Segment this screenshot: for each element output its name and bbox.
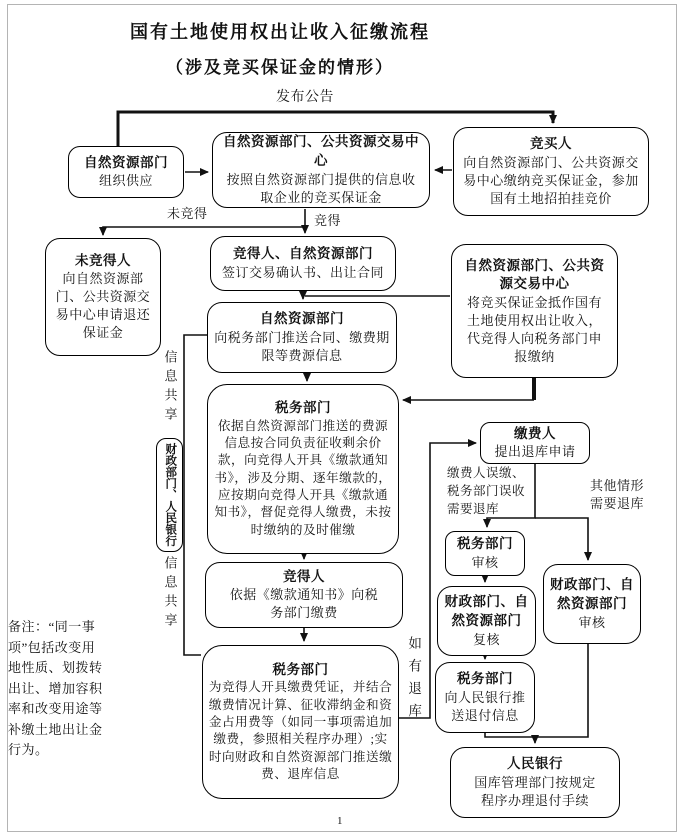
connector-not-won xyxy=(103,227,305,235)
connector-to-pboc xyxy=(485,733,535,743)
node-body: 将竞买保证金抵作国有土地使用权出让收入，代竞得人向税务部门申报缴纳 xyxy=(466,294,602,364)
node-pboc-refund xyxy=(450,747,620,818)
node-body: 复核 xyxy=(472,631,500,647)
node-winner-sign xyxy=(210,236,396,291)
node-bidder xyxy=(453,127,649,216)
node-tax-review xyxy=(445,531,525,576)
label-not-won: 未竞得 xyxy=(167,206,208,221)
node-finance-natres-review xyxy=(543,564,641,644)
node-natres-center-collect xyxy=(212,132,430,208)
node-body: 签订交易确认书、出让合同 xyxy=(221,264,384,280)
node-title: 税务部门 xyxy=(457,536,513,552)
node-body: 依据自然资源部门推送的费源信息按合同负责征收剩余价款，向竞得人开具《缴款通知书》，涉及分期、逐年缴款的，应按期向竞得人开具《缴款通知书》，督促竞得人缴费，未按时缴纳的及时催缴 xyxy=(214,418,392,537)
node-title: 财政部门、自然资源部门 xyxy=(550,577,634,612)
node-natres-supply xyxy=(68,146,184,198)
node-title: 竞买人 xyxy=(530,136,572,152)
node-title: 竞得人、自然资源部门 xyxy=(233,246,373,262)
node-title: 自然资源部门 xyxy=(260,311,344,327)
node-body: 依据《缴款通知书》向税务部门缴费 xyxy=(229,587,379,621)
connector-info-share xyxy=(184,335,207,655)
node-body: 国库管理部门按规定程序办理退付手续 xyxy=(474,774,596,808)
page-number: 1 xyxy=(337,815,343,827)
node-body: 审核 xyxy=(578,614,606,630)
label-info-share-top: 信息共享 xyxy=(162,350,178,426)
node-title: 财政部门、自然资源部门 xyxy=(444,594,529,629)
label-refund-mispaid: 缴费人误缴、税务部门误收需要退库 xyxy=(447,466,526,516)
node-body: 组织供应 xyxy=(98,173,153,189)
node-title: 税务部门 xyxy=(272,661,329,677)
node-natres-center-offset xyxy=(451,244,618,378)
node-winner-pay xyxy=(205,562,403,628)
page-title: 国有土地使用权出让收入征缴流程 xyxy=(130,22,430,42)
node-body: 为竞得人开具缴费凭证，并结合缴费情况计算、征收滞纳金和资金占用费等（如同一事项需追加缴费，参照相关程序办理）;实时向财政和自然资源部门推送缴费、退库信息 xyxy=(208,680,393,782)
node-finance-natres-recheck xyxy=(437,586,536,656)
node-payer-refund xyxy=(480,422,590,464)
label-info-share-bottom: 信息共享 xyxy=(162,556,178,632)
connector-review-down xyxy=(537,644,588,737)
node-tax-push-refund xyxy=(435,662,535,733)
node-body: 审核 xyxy=(471,554,499,570)
label-if-refund: 如有退库 xyxy=(406,636,422,726)
node-finance-pboc xyxy=(156,438,183,552)
node-title: 自然资源部门 xyxy=(84,154,168,170)
label-won: 竞得 xyxy=(314,213,342,228)
node-title: 未竞得人 xyxy=(75,252,131,268)
node-body: 按照自然资源部门提供的信息收取企业的竞买保证金 xyxy=(226,171,416,205)
node-body: 向税务部门推送合同、缴费期限等费源信息 xyxy=(214,329,390,363)
node-title: 财政部门、人民银行 xyxy=(164,443,177,547)
node-body: 向自然资源部门、公共资源交易中心缴纳竞买保证金，参加国有土地招拍挂竞价 xyxy=(463,154,639,206)
node-title: 税务部门 xyxy=(275,399,331,415)
node-body: 向自然资源部门、公共资源交易中心申请退还保证金 xyxy=(55,271,151,341)
label-refund-other: 其他情形需要退库 xyxy=(590,478,645,512)
node-title: 竞得人 xyxy=(283,568,325,584)
node-title: 人民银行 xyxy=(507,756,563,772)
node-tax-collect xyxy=(207,384,399,554)
node-title: 自然资源部门、公共资源交易中心 xyxy=(223,134,419,169)
node-title: 税务部门 xyxy=(457,671,513,687)
node-body: 向人民银行推送退付信息 xyxy=(444,689,526,723)
connector-refund-right xyxy=(535,518,588,560)
node-title: 缴费人 xyxy=(514,425,556,441)
page-subtitle: （涉及竞买保证金的情形） xyxy=(166,58,394,77)
node-body: 提出退库申请 xyxy=(494,444,576,460)
node-losing-bidder xyxy=(45,238,161,356)
node-title: 自然资源部门、公共资源交易中心 xyxy=(464,257,605,292)
label-announce: 发布公告 xyxy=(276,90,334,105)
node-natres-push xyxy=(207,302,397,373)
node-tax-voucher xyxy=(202,645,399,799)
note-text: 备注：“同一事项”包括改变用地性质、划拨转出让、增加容积率和改变用途等补缴土地出让金行为。 xyxy=(8,619,103,758)
